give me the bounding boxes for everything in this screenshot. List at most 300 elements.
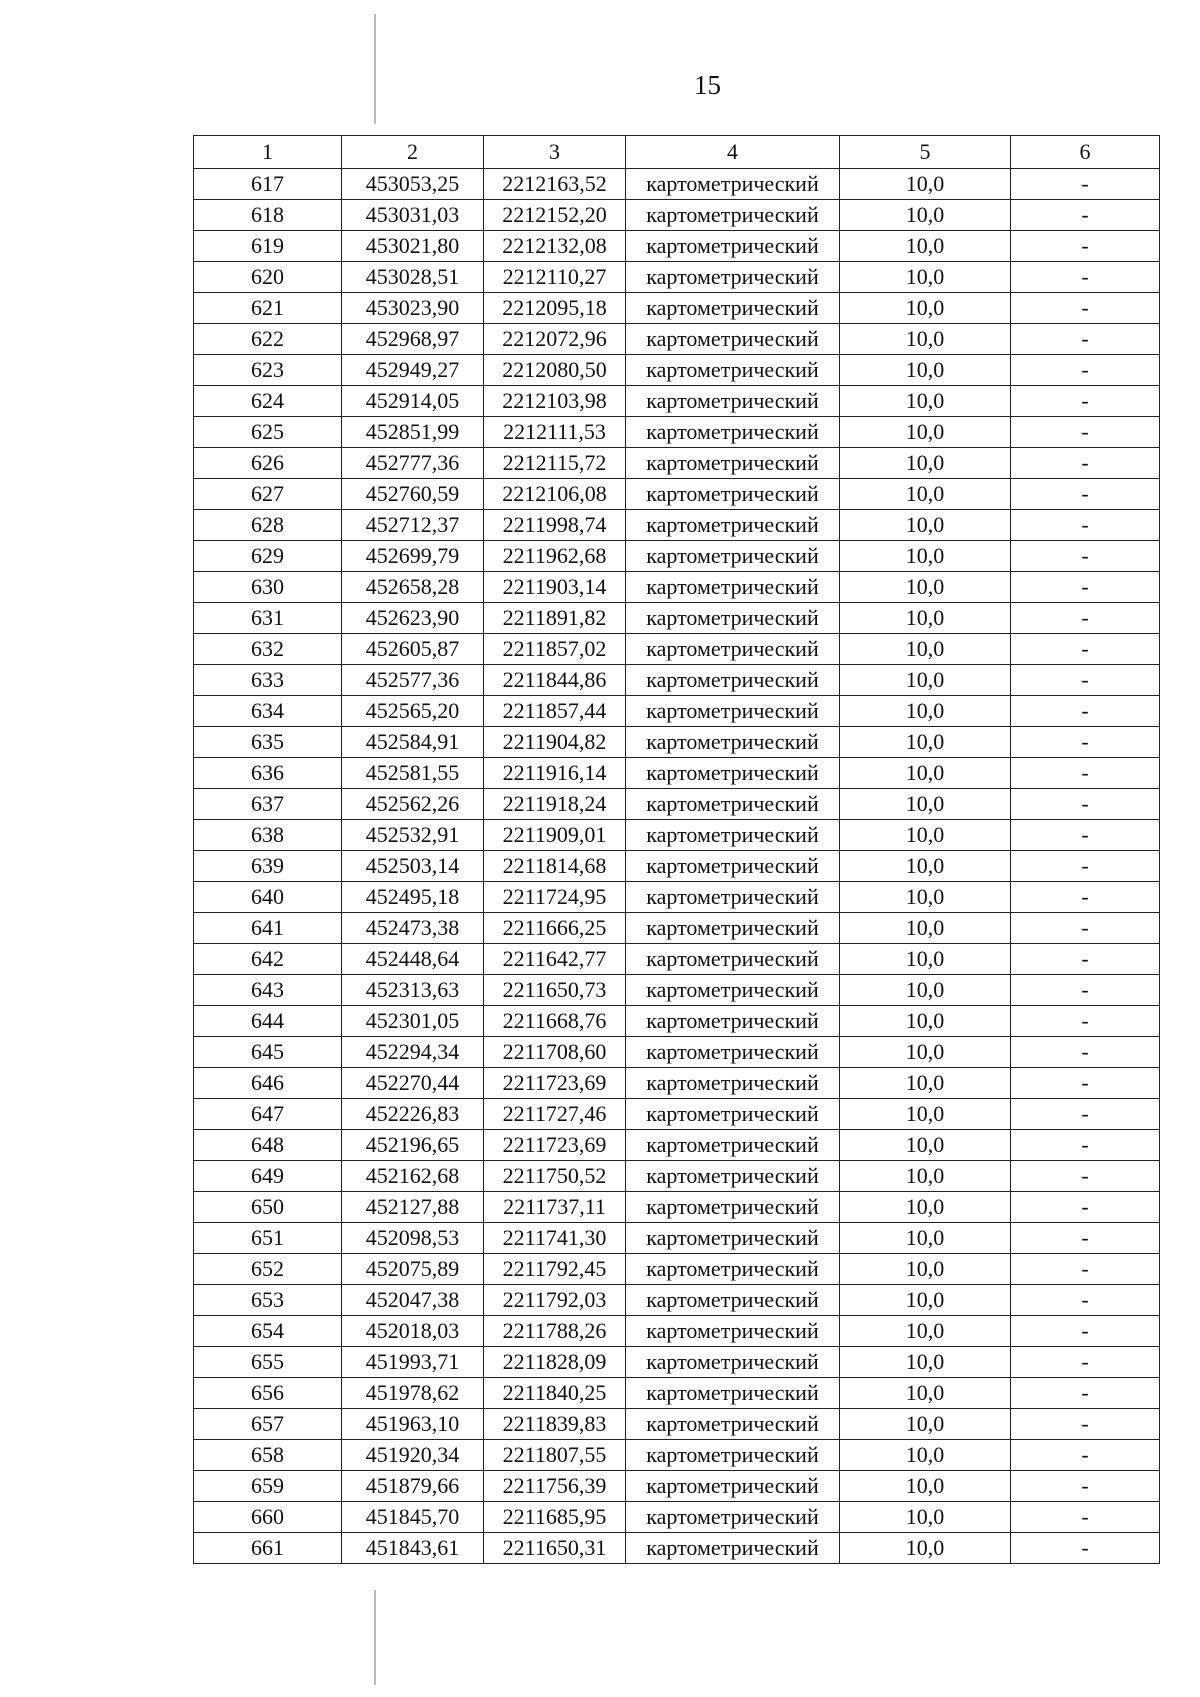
accuracy-cell: 10,0 (840, 1130, 1011, 1161)
point-number-cell: 643 (194, 975, 342, 1006)
point-number-cell: 652 (194, 1254, 342, 1285)
point-number-cell: 656 (194, 1378, 342, 1409)
note-cell: - (1011, 293, 1160, 324)
coord-x-cell: 452196,65 (342, 1130, 484, 1161)
table-row (194, 479, 1160, 510)
coord-x-cell: 451843,61 (342, 1533, 484, 1564)
table-row (194, 1068, 1160, 1099)
point-number-cell: 651 (194, 1223, 342, 1254)
note-cell: - (1011, 1068, 1160, 1099)
point-number-cell: 660 (194, 1502, 342, 1533)
accuracy-cell: 10,0 (840, 820, 1011, 851)
note-cell: - (1011, 231, 1160, 262)
note-cell: - (1011, 1378, 1160, 1409)
method-cell: картометрический (626, 1378, 840, 1409)
accuracy-cell: 10,0 (840, 1347, 1011, 1378)
note-cell: - (1011, 1254, 1160, 1285)
point-number-cell: 627 (194, 479, 342, 510)
point-number-cell: 636 (194, 758, 342, 789)
method-cell: картометрический (626, 1440, 840, 1471)
accuracy-cell: 10,0 (840, 1099, 1011, 1130)
accuracy-cell: 10,0 (840, 448, 1011, 479)
point-number-cell: 637 (194, 789, 342, 820)
method-cell: картометрический (626, 293, 840, 324)
coord-y-cell: 2211708,60 (484, 1037, 626, 1068)
note-cell: - (1011, 1533, 1160, 1564)
note-cell: - (1011, 479, 1160, 510)
accuracy-cell: 10,0 (840, 1440, 1011, 1471)
note-cell: - (1011, 1161, 1160, 1192)
method-cell: картометрический (626, 169, 840, 200)
coord-x-cell: 452127,88 (342, 1192, 484, 1223)
point-number-cell: 629 (194, 541, 342, 572)
table-row (194, 603, 1160, 634)
method-cell: картометрический (626, 1409, 840, 1440)
coord-y-cell: 2212080,50 (484, 355, 626, 386)
point-number-cell: 644 (194, 1006, 342, 1037)
note-cell: - (1011, 541, 1160, 572)
method-cell: картометрический (626, 1223, 840, 1254)
coord-y-cell: 2211998,74 (484, 510, 626, 541)
table-row (194, 262, 1160, 293)
method-cell: картометрический (626, 1006, 840, 1037)
column-header-1: 1 (194, 136, 342, 169)
table-row (194, 727, 1160, 758)
coord-y-cell: 2211727,46 (484, 1099, 626, 1130)
table-row (194, 665, 1160, 696)
coord-x-cell: 452495,18 (342, 882, 484, 913)
coord-y-cell: 2211839,83 (484, 1409, 626, 1440)
table-row (194, 634, 1160, 665)
coord-y-cell: 2211844,86 (484, 665, 626, 696)
accuracy-cell: 10,0 (840, 665, 1011, 696)
coord-y-cell: 2211650,73 (484, 975, 626, 1006)
note-cell: - (1011, 262, 1160, 293)
coord-y-cell: 2212115,72 (484, 448, 626, 479)
coord-y-cell: 2211909,01 (484, 820, 626, 851)
coord-x-cell: 452270,44 (342, 1068, 484, 1099)
coord-x-cell: 453023,90 (342, 293, 484, 324)
table-row (194, 1471, 1160, 1502)
method-cell: картометрический (626, 355, 840, 386)
coord-y-cell: 2211650,31 (484, 1533, 626, 1564)
method-cell: картометрический (626, 417, 840, 448)
method-cell: картометрический (626, 1192, 840, 1223)
method-cell: картометрический (626, 665, 840, 696)
table-row (194, 1409, 1160, 1440)
note-cell: - (1011, 1347, 1160, 1378)
point-number-cell: 622 (194, 324, 342, 355)
point-number-cell: 653 (194, 1285, 342, 1316)
note-cell: - (1011, 758, 1160, 789)
coord-y-cell: 2212106,08 (484, 479, 626, 510)
page-number-text: 15 (694, 70, 721, 100)
note-cell: - (1011, 665, 1160, 696)
coord-y-cell: 2211756,39 (484, 1471, 626, 1502)
coord-x-cell: 452162,68 (342, 1161, 484, 1192)
accuracy-cell: 10,0 (840, 1533, 1011, 1564)
accuracy-cell: 10,0 (840, 386, 1011, 417)
coord-x-cell: 453028,51 (342, 262, 484, 293)
table-row (194, 200, 1160, 231)
accuracy-cell: 10,0 (840, 975, 1011, 1006)
accuracy-cell: 10,0 (840, 355, 1011, 386)
note-cell: - (1011, 634, 1160, 665)
method-cell: картометрический (626, 572, 840, 603)
table-row (194, 1161, 1160, 1192)
method-cell: картометрический (626, 1068, 840, 1099)
method-cell: картометрический (626, 231, 840, 262)
accuracy-cell: 10,0 (840, 324, 1011, 355)
note-cell: - (1011, 510, 1160, 541)
accuracy-cell: 10,0 (840, 231, 1011, 262)
table-row (194, 1192, 1160, 1223)
point-number-cell: 659 (194, 1471, 342, 1502)
accuracy-cell: 10,0 (840, 1006, 1011, 1037)
accuracy-cell: 10,0 (840, 572, 1011, 603)
point-number-cell: 633 (194, 665, 342, 696)
method-cell: картометрический (626, 324, 840, 355)
note-cell: - (1011, 200, 1160, 231)
accuracy-cell: 10,0 (840, 1192, 1011, 1223)
coord-y-cell: 2211857,02 (484, 634, 626, 665)
point-number-cell: 626 (194, 448, 342, 479)
scan-fold-mark-bottom (374, 1590, 376, 1685)
point-number-cell: 624 (194, 386, 342, 417)
method-cell: картометрический (626, 1347, 840, 1378)
coord-x-cell: 452301,05 (342, 1006, 484, 1037)
method-cell: картометрический (626, 386, 840, 417)
accuracy-cell: 10,0 (840, 696, 1011, 727)
coord-x-cell: 452075,89 (342, 1254, 484, 1285)
coord-x-cell: 452473,38 (342, 913, 484, 944)
table-row (194, 913, 1160, 944)
method-cell: картометрический (626, 820, 840, 851)
coord-y-cell: 2211741,30 (484, 1223, 626, 1254)
note-cell: - (1011, 789, 1160, 820)
point-number-cell: 657 (194, 1409, 342, 1440)
coord-x-cell: 452313,63 (342, 975, 484, 1006)
note-cell: - (1011, 386, 1160, 417)
column-header-5: 5 (840, 136, 1011, 169)
table-row (194, 975, 1160, 1006)
table-row (194, 1378, 1160, 1409)
accuracy-cell: 10,0 (840, 417, 1011, 448)
method-cell: картометрический (626, 882, 840, 913)
table-row (194, 696, 1160, 727)
accuracy-cell: 10,0 (840, 882, 1011, 913)
table-row (194, 1285, 1160, 1316)
point-number-cell: 642 (194, 944, 342, 975)
note-cell: - (1011, 727, 1160, 758)
note-cell: - (1011, 1099, 1160, 1130)
point-number-cell: 620 (194, 262, 342, 293)
point-number-cell: 618 (194, 200, 342, 231)
coord-y-cell: 2211685,95 (484, 1502, 626, 1533)
coord-x-cell: 452448,64 (342, 944, 484, 975)
table-row (194, 1006, 1160, 1037)
point-number-cell: 634 (194, 696, 342, 727)
method-cell: картометрический (626, 1502, 840, 1533)
note-cell: - (1011, 1316, 1160, 1347)
accuracy-cell: 10,0 (840, 510, 1011, 541)
point-number-cell: 632 (194, 634, 342, 665)
coord-x-cell: 452584,91 (342, 727, 484, 758)
note-cell: - (1011, 169, 1160, 200)
coord-y-cell: 2212103,98 (484, 386, 626, 417)
table-row (194, 355, 1160, 386)
table-row (194, 882, 1160, 913)
table-row (194, 1223, 1160, 1254)
method-cell: картометрический (626, 1316, 840, 1347)
note-cell: - (1011, 820, 1160, 851)
accuracy-cell: 10,0 (840, 1037, 1011, 1068)
method-cell: картометрический (626, 1130, 840, 1161)
note-cell: - (1011, 1037, 1160, 1068)
table-body (194, 169, 1160, 1564)
coordinates-table (193, 135, 1160, 1564)
coord-x-cell: 452294,34 (342, 1037, 484, 1068)
point-number-cell: 647 (194, 1099, 342, 1130)
coord-x-cell: 452581,55 (342, 758, 484, 789)
coord-y-cell: 2211668,76 (484, 1006, 626, 1037)
coord-y-cell: 2211750,52 (484, 1161, 626, 1192)
accuracy-cell: 10,0 (840, 1068, 1011, 1099)
point-number-cell: 650 (194, 1192, 342, 1223)
coord-x-cell: 452949,27 (342, 355, 484, 386)
method-cell: картометрический (626, 634, 840, 665)
coord-x-cell: 452226,83 (342, 1099, 484, 1130)
point-number-cell: 648 (194, 1130, 342, 1161)
method-cell: картометрический (626, 851, 840, 882)
table-row (194, 324, 1160, 355)
method-cell: картометрический (626, 789, 840, 820)
coord-y-cell: 2211723,69 (484, 1068, 626, 1099)
table-header (194, 136, 1160, 169)
point-number-cell: 645 (194, 1037, 342, 1068)
point-number-cell: 628 (194, 510, 342, 541)
coord-y-cell: 2211904,82 (484, 727, 626, 758)
method-cell: картометрический (626, 510, 840, 541)
method-cell: картометрический (626, 262, 840, 293)
method-cell: картометрический (626, 603, 840, 634)
accuracy-cell: 10,0 (840, 913, 1011, 944)
coord-x-cell: 451845,70 (342, 1502, 484, 1533)
coord-x-cell: 452562,26 (342, 789, 484, 820)
accuracy-cell: 10,0 (840, 1502, 1011, 1533)
method-cell: картометрический (626, 727, 840, 758)
coord-y-cell: 2211918,24 (484, 789, 626, 820)
coord-y-cell: 2211840,25 (484, 1378, 626, 1409)
scan-fold-mark-top (374, 14, 376, 124)
coord-x-cell: 452605,87 (342, 634, 484, 665)
accuracy-cell: 10,0 (840, 1316, 1011, 1347)
point-number-cell: 638 (194, 820, 342, 851)
coord-x-cell: 453021,80 (342, 231, 484, 262)
point-number-cell: 630 (194, 572, 342, 603)
method-cell: картометрический (626, 1037, 840, 1068)
accuracy-cell: 10,0 (840, 851, 1011, 882)
accuracy-cell: 10,0 (840, 262, 1011, 293)
point-number-cell: 617 (194, 169, 342, 200)
coord-y-cell: 2211857,44 (484, 696, 626, 727)
accuracy-cell: 10,0 (840, 293, 1011, 324)
point-number-cell: 635 (194, 727, 342, 758)
coord-y-cell: 2212110,27 (484, 262, 626, 293)
coord-x-cell: 452760,59 (342, 479, 484, 510)
table-row (194, 572, 1160, 603)
table-row (194, 1347, 1160, 1378)
method-cell: картометрический (626, 913, 840, 944)
method-cell: картометрический (626, 479, 840, 510)
coord-y-cell: 2212111,53 (484, 417, 626, 448)
coord-x-cell: 452532,91 (342, 820, 484, 851)
accuracy-cell: 10,0 (840, 200, 1011, 231)
note-cell: - (1011, 1006, 1160, 1037)
accuracy-cell: 10,0 (840, 727, 1011, 758)
table-row (194, 1440, 1160, 1471)
accuracy-cell: 10,0 (840, 1409, 1011, 1440)
page-number (0, 68, 1200, 102)
table-row (194, 1130, 1160, 1161)
coord-x-cell: 452914,05 (342, 386, 484, 417)
coord-y-cell: 2211792,03 (484, 1285, 626, 1316)
note-cell: - (1011, 355, 1160, 386)
table-row (194, 944, 1160, 975)
coord-x-cell: 452098,53 (342, 1223, 484, 1254)
coord-y-cell: 2211724,95 (484, 882, 626, 913)
note-cell: - (1011, 944, 1160, 975)
table-row (194, 541, 1160, 572)
note-cell: - (1011, 1440, 1160, 1471)
method-cell: картометрический (626, 1285, 840, 1316)
coord-y-cell: 2211891,82 (484, 603, 626, 634)
point-number-cell: 621 (194, 293, 342, 324)
method-cell: картометрический (626, 696, 840, 727)
point-number-cell: 655 (194, 1347, 342, 1378)
note-cell: - (1011, 1192, 1160, 1223)
note-cell: - (1011, 417, 1160, 448)
note-cell: - (1011, 603, 1160, 634)
table-row (194, 1099, 1160, 1130)
accuracy-cell: 10,0 (840, 541, 1011, 572)
coord-y-cell: 2211916,14 (484, 758, 626, 789)
point-number-cell: 625 (194, 417, 342, 448)
note-cell: - (1011, 913, 1160, 944)
point-number-cell: 640 (194, 882, 342, 913)
note-cell: - (1011, 1130, 1160, 1161)
coord-x-cell: 452623,90 (342, 603, 484, 634)
accuracy-cell: 10,0 (840, 479, 1011, 510)
method-cell: картометрический (626, 1099, 840, 1130)
coord-y-cell: 2211814,68 (484, 851, 626, 882)
point-number-cell: 654 (194, 1316, 342, 1347)
coord-x-cell: 452565,20 (342, 696, 484, 727)
table-row (194, 510, 1160, 541)
table-row (194, 231, 1160, 262)
method-cell: картометрический (626, 758, 840, 789)
point-number-cell: 641 (194, 913, 342, 944)
method-cell: картометрический (626, 448, 840, 479)
coord-y-cell: 2211788,26 (484, 1316, 626, 1347)
accuracy-cell: 10,0 (840, 169, 1011, 200)
note-cell: - (1011, 1223, 1160, 1254)
method-cell: картометрический (626, 1254, 840, 1285)
coord-x-cell: 452503,14 (342, 851, 484, 882)
accuracy-cell: 10,0 (840, 758, 1011, 789)
accuracy-cell: 10,0 (840, 1161, 1011, 1192)
coord-x-cell: 452777,36 (342, 448, 484, 479)
column-header-6: 6 (1011, 136, 1160, 169)
coord-y-cell: 2211642,77 (484, 944, 626, 975)
table-row (194, 169, 1160, 200)
coord-y-cell: 2211723,69 (484, 1130, 626, 1161)
accuracy-cell: 10,0 (840, 1285, 1011, 1316)
note-cell: - (1011, 1471, 1160, 1502)
note-cell: - (1011, 572, 1160, 603)
method-cell: картометрический (626, 1471, 840, 1502)
note-cell: - (1011, 448, 1160, 479)
coord-y-cell: 2211828,09 (484, 1347, 626, 1378)
coord-y-cell: 2211807,55 (484, 1440, 626, 1471)
coord-x-cell: 451993,71 (342, 1347, 484, 1378)
accuracy-cell: 10,0 (840, 603, 1011, 634)
table-row (194, 386, 1160, 417)
coord-x-cell: 452968,97 (342, 324, 484, 355)
point-number-cell: 661 (194, 1533, 342, 1564)
point-number-cell: 649 (194, 1161, 342, 1192)
table-row (194, 1254, 1160, 1285)
coord-y-cell: 2211792,45 (484, 1254, 626, 1285)
note-cell: - (1011, 1409, 1160, 1440)
point-number-cell: 658 (194, 1440, 342, 1471)
method-cell: картометрический (626, 1161, 840, 1192)
coord-x-cell: 451920,34 (342, 1440, 484, 1471)
accuracy-cell: 10,0 (840, 1254, 1011, 1285)
table-row (194, 1316, 1160, 1347)
coord-x-cell: 452018,03 (342, 1316, 484, 1347)
table-row (194, 448, 1160, 479)
table-row (194, 851, 1160, 882)
coord-y-cell: 2212095,18 (484, 293, 626, 324)
coord-x-cell: 451978,62 (342, 1378, 484, 1409)
table-row (194, 1533, 1160, 1564)
table-row (194, 417, 1160, 448)
coord-y-cell: 2211903,14 (484, 572, 626, 603)
coord-y-cell: 2211962,68 (484, 541, 626, 572)
column-header-2: 2 (342, 136, 484, 169)
accuracy-cell: 10,0 (840, 789, 1011, 820)
point-number-cell: 623 (194, 355, 342, 386)
point-number-cell: 646 (194, 1068, 342, 1099)
point-number-cell: 631 (194, 603, 342, 634)
note-cell: - (1011, 1285, 1160, 1316)
method-cell: картометрический (626, 200, 840, 231)
method-cell: картометрический (626, 975, 840, 1006)
coord-y-cell: 2211737,11 (484, 1192, 626, 1223)
coord-y-cell: 2212132,08 (484, 231, 626, 262)
coord-x-cell: 451879,66 (342, 1471, 484, 1502)
coord-x-cell: 453053,25 (342, 169, 484, 200)
coord-y-cell: 2212163,52 (484, 169, 626, 200)
accuracy-cell: 10,0 (840, 944, 1011, 975)
coord-x-cell: 452851,99 (342, 417, 484, 448)
accuracy-cell: 10,0 (840, 1471, 1011, 1502)
note-cell: - (1011, 324, 1160, 355)
method-cell: картометрический (626, 944, 840, 975)
note-cell: - (1011, 1502, 1160, 1533)
header-row (194, 136, 1160, 169)
